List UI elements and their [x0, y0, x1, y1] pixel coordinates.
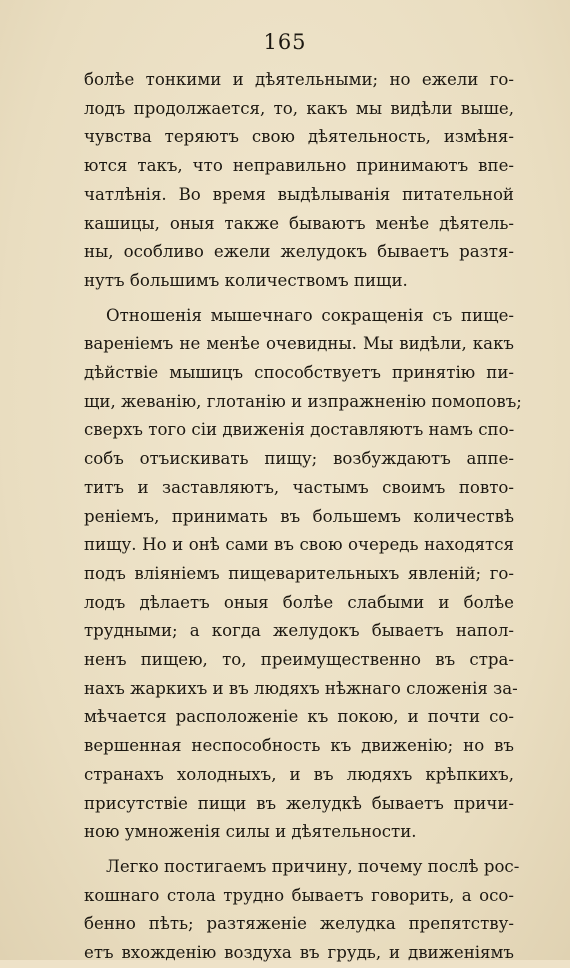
- text-line: лодъ дѣлаетъ оныя болѣе слабыми и болѣе: [84, 592, 514, 612]
- page-number: 165: [263, 30, 307, 54]
- text-line: странахъ холодныхъ, и въ людяхъ крѣпкихъ,: [84, 764, 514, 784]
- paragraph: [84, 853, 520, 968]
- text-line: пищу. Но и онѣ сами въ свою очередь находятся: [84, 535, 514, 555]
- text-line: титъ и заставляютъ, частымъ своимъ повто-: [84, 477, 514, 497]
- text-line: щи, жеванію, глотанію и изпражненію помоповъ;: [84, 391, 522, 411]
- text-line: лодъ продолжается, то, какъ мы видѣли выше,: [84, 98, 514, 118]
- text-line: кашицы, оныя также бываютъ менѣе дѣятель-: [84, 213, 514, 233]
- text-line: кошнаго стола трудно бываетъ говорить, а осо-: [84, 885, 514, 905]
- text-line: Легко постигаемъ причину, почему послѣ рос-: [106, 856, 520, 876]
- text-line: присутствіе пищи въ желудкѣ бываетъ причи-: [84, 793, 514, 813]
- text-line: болѣе тонкими и дѣятельными; но ежели го-: [84, 70, 514, 89]
- text-line: вершенная неспособность къ движенію; но въ: [84, 736, 514, 756]
- text-line: трудными; а когда желудокъ бываетъ напол-: [84, 621, 514, 641]
- text-line: етъ вхожденію воздуха въ грудь, и движеніямъ: [84, 943, 514, 963]
- body-text: [84, 66, 522, 968]
- text-line: собъ отъискивать пищу; возбуждаютъ аппе-: [84, 449, 514, 469]
- text-line: подъ вліяніемъ пищеварительныхъ явленій; го-: [84, 563, 514, 583]
- text-line: мѣчается расположеніе къ покою, и почти со-: [84, 707, 514, 727]
- text-line: реніемъ, принимать въ большемъ количествѣ: [84, 506, 514, 526]
- text-line: ною умноженія силы и дѣятельности.: [84, 822, 417, 842]
- text-line: чатлѣнія. Во время выдѣлыванія питательной: [84, 184, 514, 204]
- paragraph: [84, 66, 514, 296]
- text-line: нутъ большимъ количествомъ пищи.: [84, 270, 408, 290]
- text-line: Отношенія мышечнаго сокращенія съ пище-: [106, 305, 514, 325]
- text-line: вареніемъ не менѣе очевидны. Мы видѣли, какъ: [84, 334, 514, 354]
- text-line: ненъ пищею, то, преимущественно въ стра-: [84, 650, 514, 670]
- text-line: ются такъ, что неправильно принимаютъ впе-: [84, 156, 514, 176]
- text-line: дѣйствіе мышицъ способствуетъ принятію пи-: [84, 363, 514, 383]
- text-line: бенно пѣть; разтяженіе желудка препятству-: [84, 914, 514, 934]
- text-line: ны, особливо ежели желудокъ бываетъ разтя-: [84, 242, 514, 262]
- text-line: чувства теряютъ свою дѣятельность, измѣня-: [84, 127, 514, 147]
- text-line: нахъ жаркихъ и въ людяхъ нѣжнаго сложенія за-: [84, 678, 518, 698]
- text-line: сверхъ того сіи движенія доставляютъ намъ спо-: [84, 420, 515, 440]
- paragraph: [84, 302, 522, 847]
